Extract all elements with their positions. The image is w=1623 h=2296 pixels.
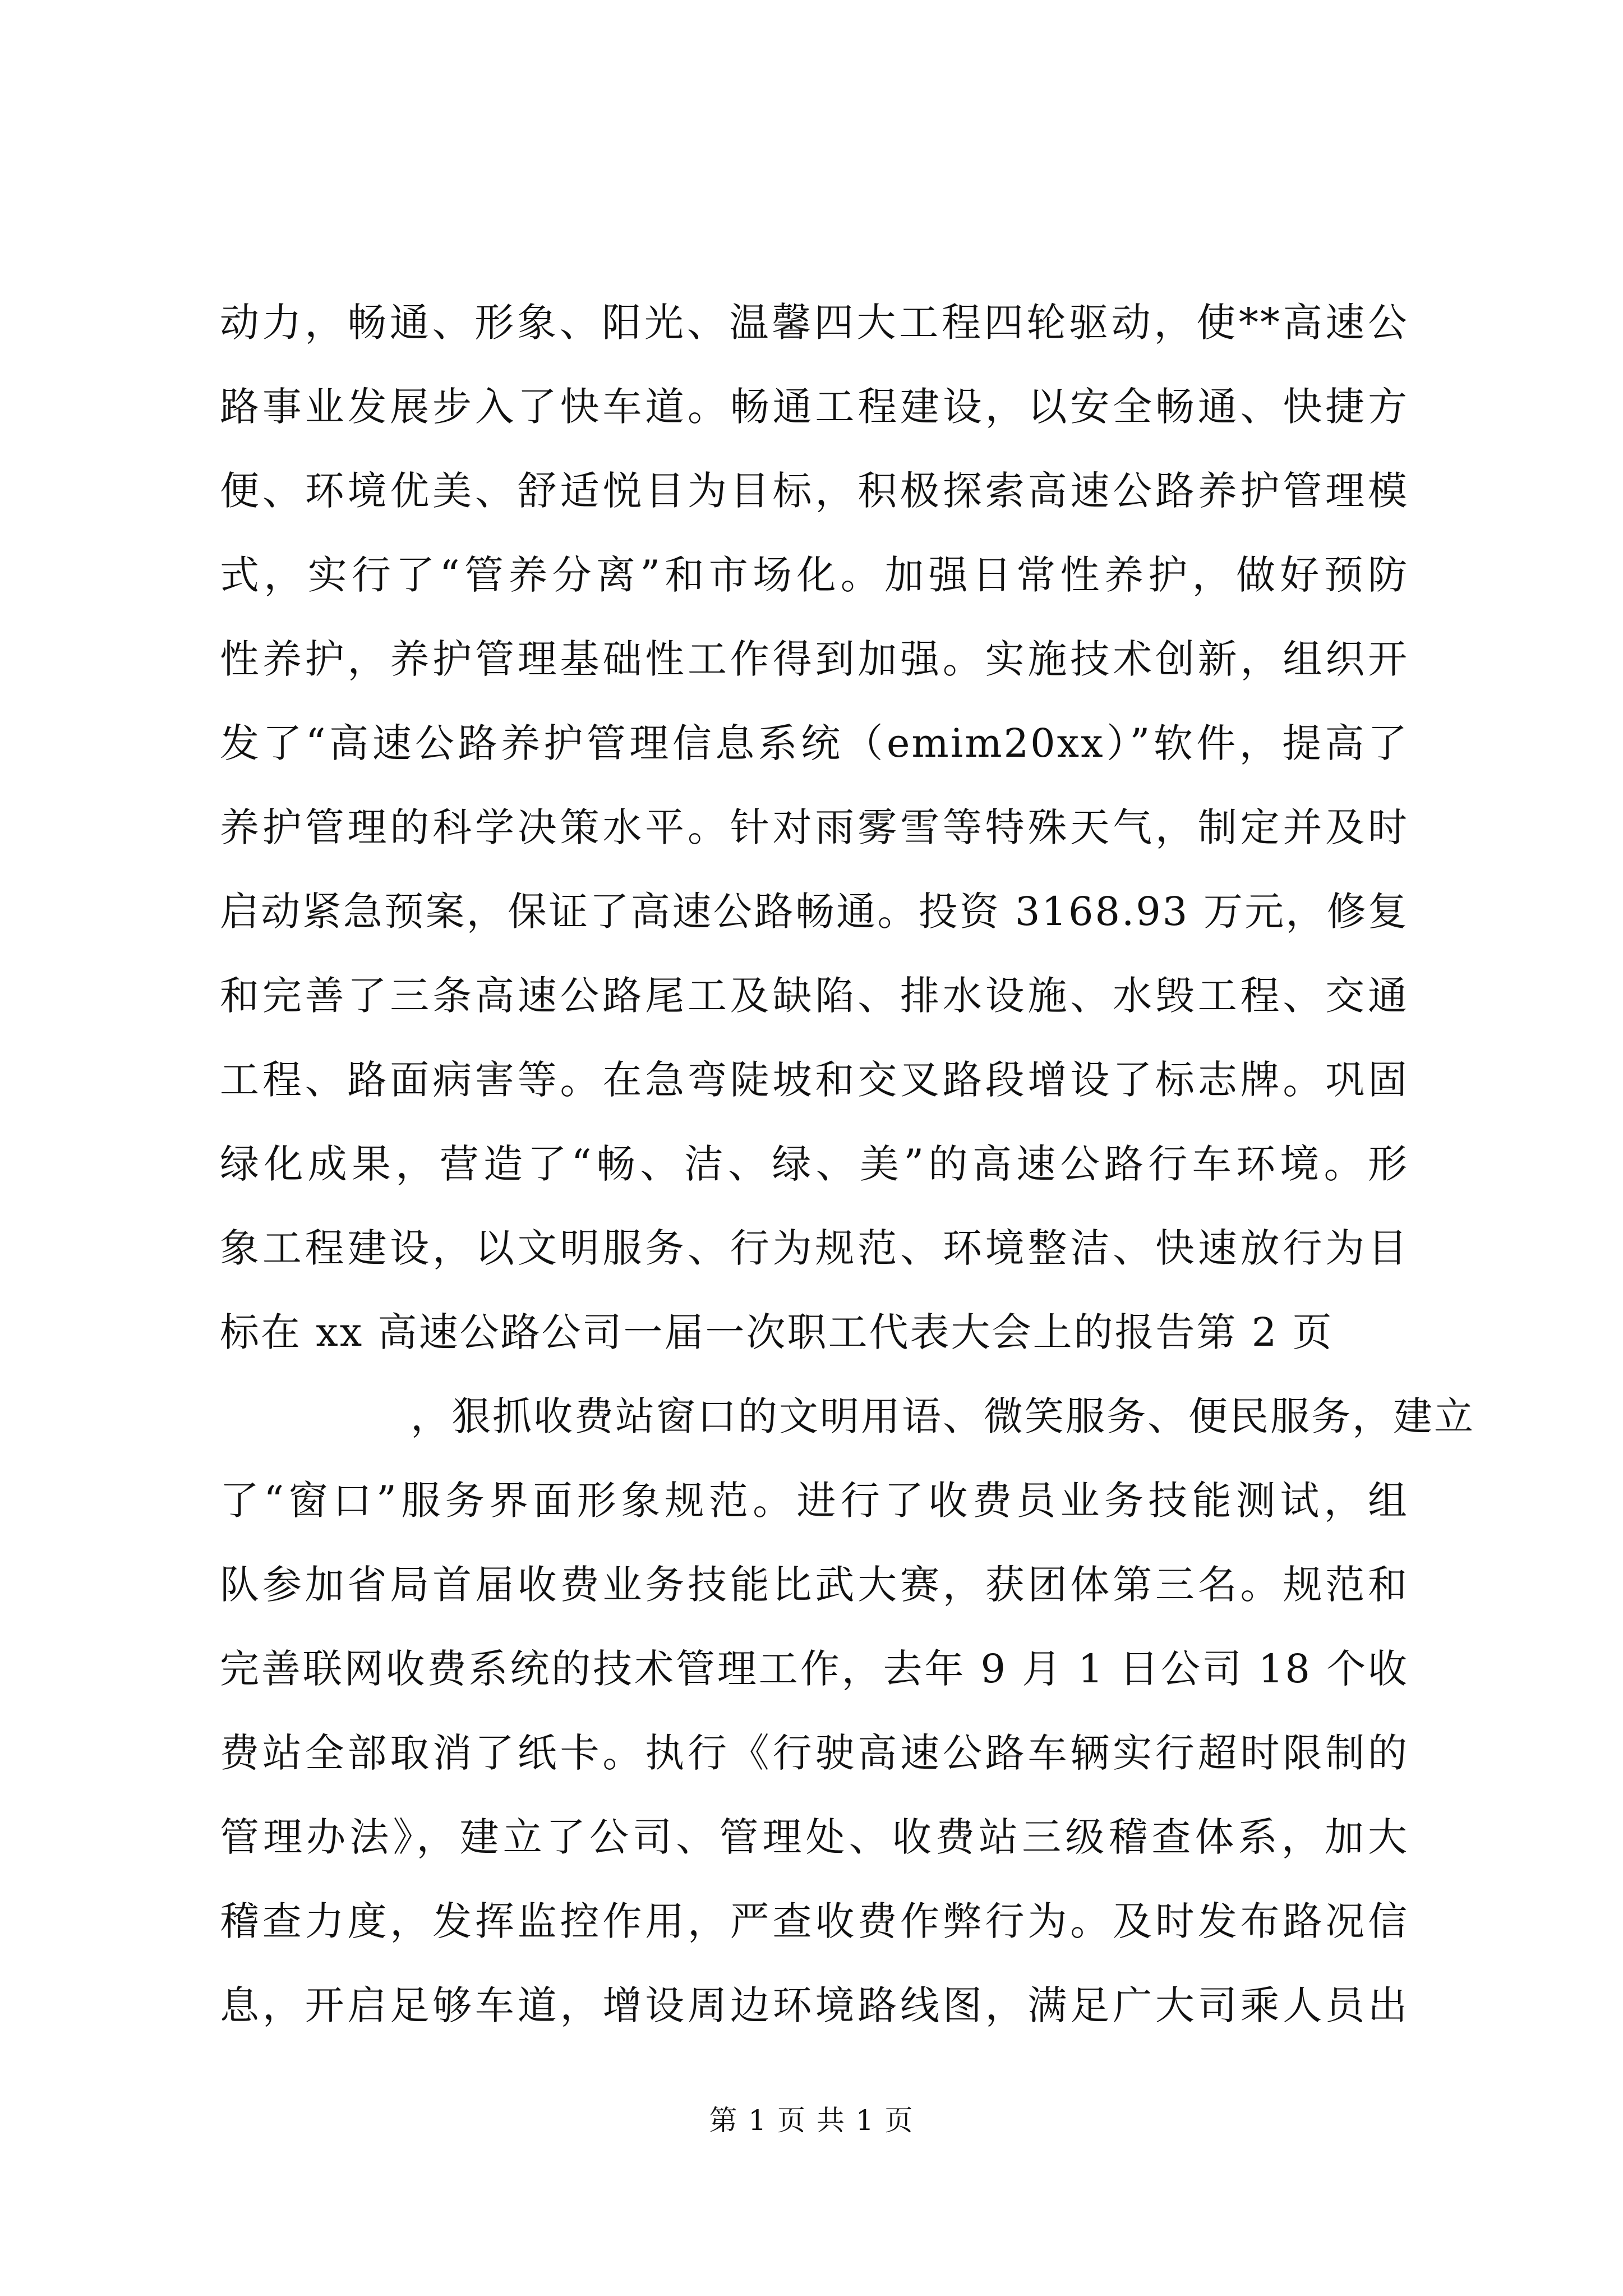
text-line: 标在 xx 高速公路公司一届一次职工代表大会上的报告第 2 页 xyxy=(220,1309,1334,1355)
text-line: 工程、路面病害等。在急弯陡坡和交叉路段增设了标志牌。巩固 xyxy=(220,1057,1409,1103)
text-line: 式，实行了“管养分离”和市场化。加强日常性养护，做好预防 xyxy=(220,552,1409,598)
text-line: 便、环境优美、舒适悦目为目标，积极探索高速公路养护管理模 xyxy=(220,468,1409,514)
text-line: 队参加省局首届收费业务技能比武大赛，获团体第三名。规范和 xyxy=(220,1562,1409,1608)
text-line: 费站全部取消了纸卡。执行《行驶高速公路车辆实行超时限制的 xyxy=(220,1730,1409,1776)
text-line: 和完善了三条高速公路尾工及缺陷、排水设施、水毁工程、交通 xyxy=(220,973,1409,1019)
page-number-label: 第 1 页 共 1 页 xyxy=(709,2104,914,2137)
text-line: 发了“高速公路养护管理信息系统（emim20xx）”软件，提高了 xyxy=(220,720,1409,766)
text-line: 稽查力度，发挥监控作用，严查收费作弊行为。及时发布路况信 xyxy=(220,1898,1409,1944)
text-line: 启动紧急预案，保证了高速公路畅通。投资 3168.93 万元，修复 xyxy=(220,889,1409,935)
text-line: 息，开启足够车道，增设周边环境路线图，满足广大司乘人员出 xyxy=(220,1982,1409,2028)
text-line: 动力，畅通、形象、阳光、温馨四大工程四轮驱动，使**高速公 xyxy=(220,300,1409,346)
text-line: 了“窗口”服务界面形象规范。进行了收费员业务技能测试，组 xyxy=(220,1478,1409,1524)
text-line: 养护管理的科学决策水平。针对雨雾雪等特殊天气，制定并及时 xyxy=(220,804,1409,850)
page-footer xyxy=(0,2101,1623,2140)
text-line: 完善联网收费系统的技术管理工作，去年 9 月 1 日公司 18 个收 xyxy=(220,1646,1409,1692)
text-line: 路事业发展步入了快车道。畅通工程建设，以安全畅通、快捷方 xyxy=(220,384,1409,430)
body-text xyxy=(220,280,1475,2047)
text-line: 绿化成果，营造了“畅、洁、绿、美”的高速公路行车环境。形 xyxy=(220,1141,1409,1187)
text-line: 象工程建设，以文明服务、行为规范、环境整洁、快速放行为目 xyxy=(220,1225,1409,1271)
text-line: 管理办法》，建立了公司、管理处、收费站三级稽查体系，加大 xyxy=(220,1814,1409,1860)
text-line: 性养护，养护管理基础性工作得到加强。实施技术创新，组织开 xyxy=(220,636,1409,682)
text-line: ，狠抓收费站窗口的文明用语、微笑服务、便民服务，建立 xyxy=(411,1393,1475,1439)
